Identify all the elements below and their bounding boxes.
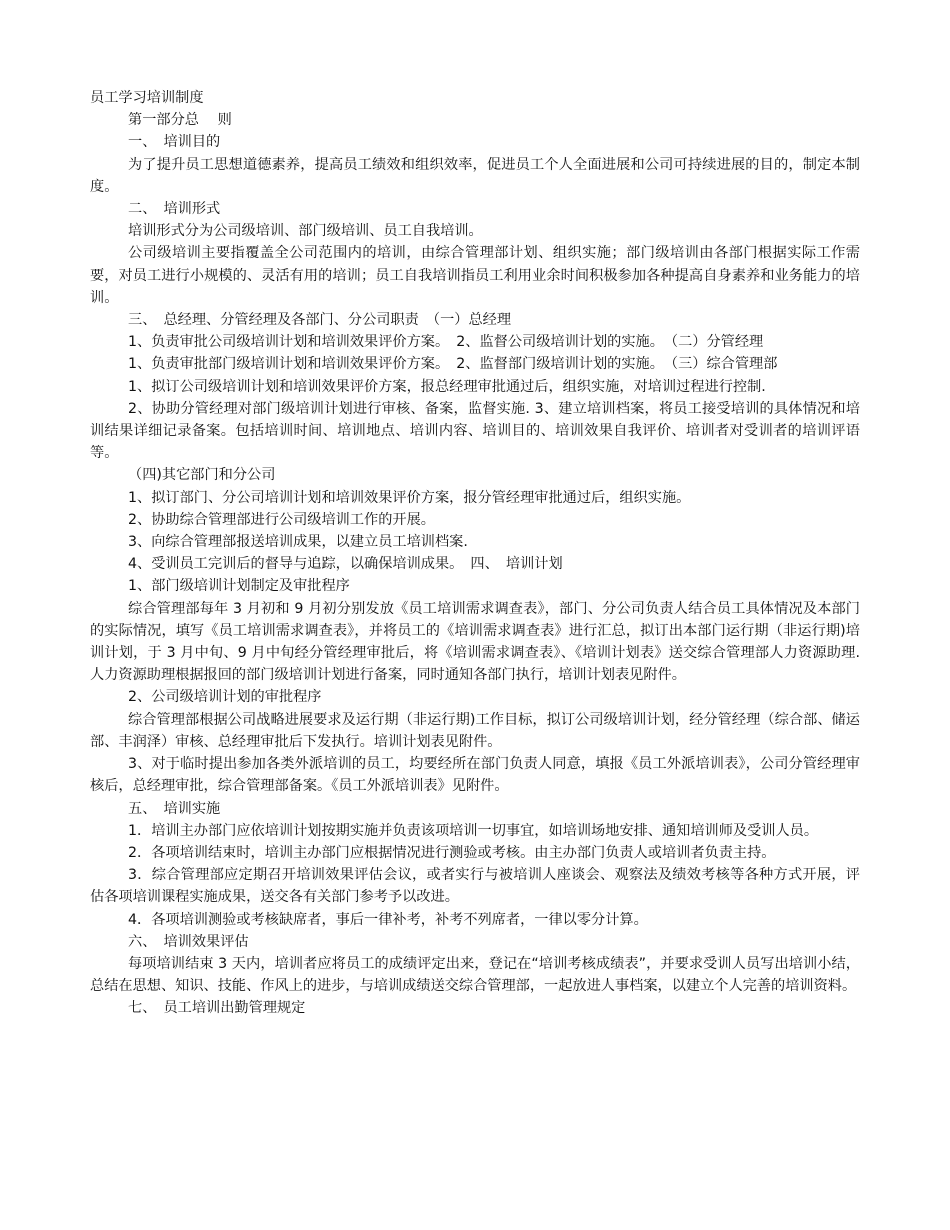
- paragraph: 2、协助分管经理对部门级培训计划进行审核、备案，监督实施. 3、建立培训档案，将员工接受培训的具体情况和培训结果详细记录备案。包括培训时间、培训地点、培训内容、培训目的、培训效果自我评价、培训者对受训者的培训评语等。: [90, 400, 860, 462]
- paragraph: 培训形式分为公司级培训、部门级培训、员工自我培训。: [128, 223, 483, 240]
- paragraph: 1、部门级培训计划制定及审批程序: [128, 578, 350, 595]
- paragraph: 3．综合管理部应定期召开培训效果评估会议，或者实行与被培训人座谈会、观察法及绩效考核等各种方式开展，评估各项培训课程实施成果，送交各有关部门参考予以改进。: [90, 867, 860, 906]
- paragraph: 一、 培训目的: [128, 134, 221, 151]
- paragraph: 第一部分总 则: [128, 112, 232, 129]
- paragraph: 五、 培训实施: [128, 800, 221, 817]
- paragraph: 1、负责审批部门级培训计划和培训效果评价方案。 2、监督部门级培训计划的实施。 （三）综合管理部: [128, 356, 778, 373]
- paragraph: 三、 总经理、分管经理及各部门、分公司职责 （一）总经理: [128, 312, 512, 329]
- paragraph: 1、拟订部门、分公司培训计划和培训效果评价方案，报分管经理审批通过后，组织实施。: [128, 489, 691, 506]
- paragraph: 3、向综合管理部报送培训成果，以建立员工培训档案.: [128, 534, 468, 551]
- paragraph: 4、受训员工完训后的督导与追踪，以确保培训成果。 四、 培训计划: [128, 556, 563, 573]
- paragraph: 每项培训结束 3 天内，培训者应将员工的成绩评定出来，登记在“培训考核成绩表”，并要求受训人员写出培训小结，总结在思想、知识、技能、作风上的进步，与培训成绩送交综合管理部，一起放进人事档案，以建立个人完善的培训资料。: [90, 955, 860, 995]
- paragraph: 3、对于临时提出参加各类外派培训的员工，均要经所在部门负责人同意，填报《员工外派培训表》，公司分管经理审核后，总经理审批，综合管理部备案。《员工外派培训表》见附件。: [90, 756, 860, 795]
- document-title: 员工学习培训制度: [90, 90, 204, 106]
- paragraph: 六、 培训效果评估: [128, 933, 249, 950]
- paragraph: 2、协助综合管理部进行公司级培训工作的开展。: [128, 511, 435, 528]
- paragraph: 2、公司级培训计划的审批程序: [128, 689, 322, 706]
- paragraph: 1、负责审批公司级培训计划和培训效果评价方案。 2、监督公司级培训计划的实施。 （二）分管经理: [128, 334, 764, 351]
- paragraph: 公司级培训主要指覆盖全公司范围内的培训，由综合管理部计划、组织实施；部门级培训由各部门根据实际工作需要，对员工进行小规模的、灵活有用的培训；员工自我培训指员工利用业余时间积极参加各种提高自身素养和业务能力的培训。: [90, 245, 860, 306]
- paragraph: 七、 员工培训出勤管理规定: [128, 1000, 306, 1017]
- paragraph: 4．各项培训测验或考核缺席者，事后一律补考，补考不列席者，一律以零分计算。: [128, 911, 648, 928]
- paragraph: 综合管理部每年 3 月初和 9 月初分别发放《员工培训需求调查表》，部门、分公司负责人结合员工具体情况及本部门的实际情况，填写《员工培训需求调查表》，并将员工的《培训需求调查表》进行汇总，拟订出本部门运行期（非运行期)培训计划，于 3 月中旬、9 月中旬经分管经理审批后，将《培训需求调查表》、《培训计划表》送交综合管理部人力资源助理.人力资源助理根据报回的部门级培训计划进行备案，同时通知各部门执行，培训计划表见附件。: [90, 600, 860, 684]
- paragraph-list: [90, 109, 860, 1019]
- paragraph: 综合管理部根据公司战略进展要求及运行期（非运行期)工作目标，拟订公司级培训计划，经分管经理（综合部、储运部、丰润泽）审核、总经理审批后下发执行。培训计划表见附件。: [90, 711, 860, 750]
- paragraph: 1、拟订公司级培训计划和培训效果评价方案，报总经理审批通过后，组织实施，对培训过程进行控制.: [128, 378, 766, 395]
- paragraph: 2．各项培训结束时，培训主办部门应根据情况进行测验或考核。由主办部门负责人或培训者负责主持。: [128, 844, 776, 861]
- document-body: [90, 87, 860, 1020]
- paragraph: 二、 培训形式: [128, 201, 221, 218]
- paragraph: 1．培训主办部门应依培训计划按期实施并负责该项培训一切事宜，如培训场地安排、通知培训师及受训人员。: [128, 822, 819, 839]
- paragraph: （四)其它部门和分公司: [128, 467, 276, 484]
- paragraph: 为了提升员工思想道德素养，提高员工绩效和组织效率，促进员工个人全面进展和公司可持续进展的目的，制定本制度。: [90, 156, 860, 195]
